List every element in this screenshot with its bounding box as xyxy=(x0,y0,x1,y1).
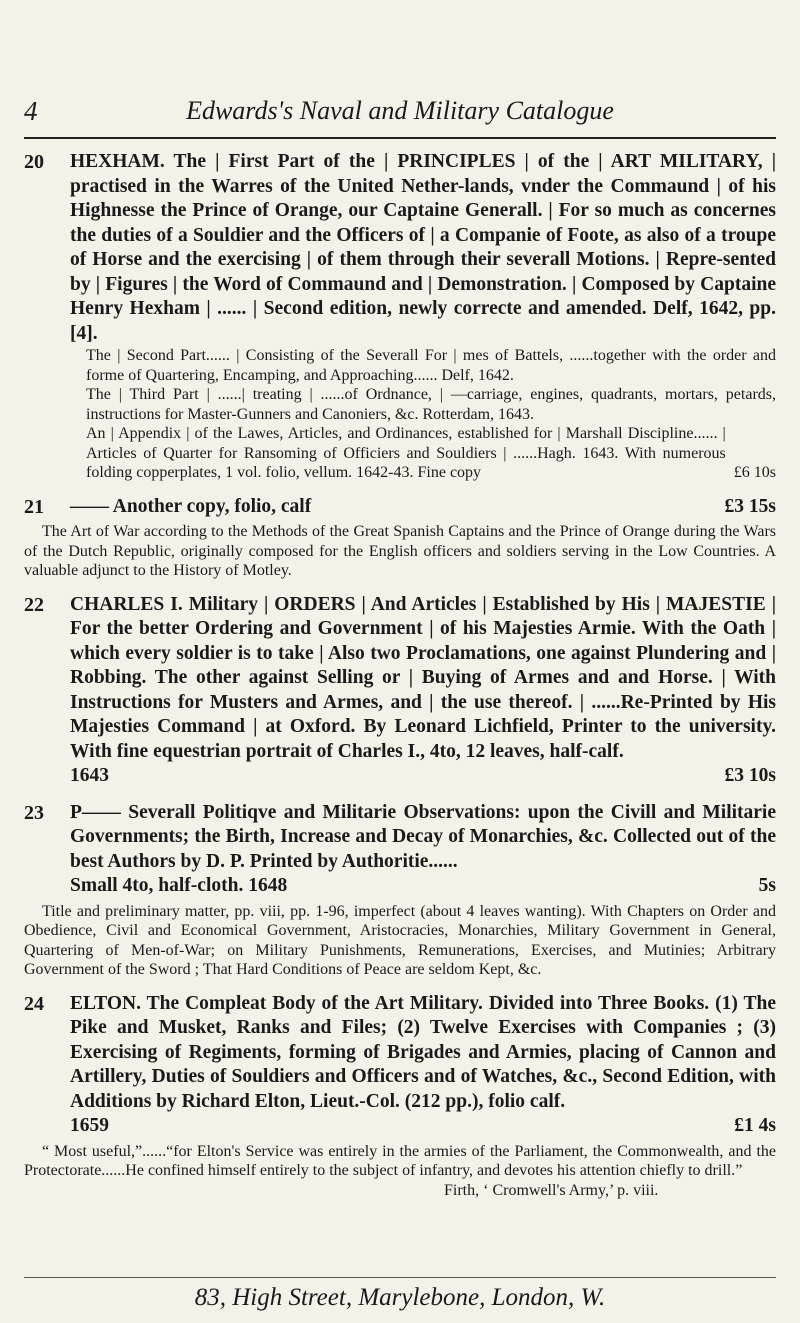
entry-heading: HEXHAM. The | First Part of the | PRINCIPLES | of the | ART MILITARY, | practised in the Warres of the United Nether-lands, vnder the Commaund | of his Highnesse the Prince of Orange, our Captaine Generall. | For so much as concernes the duties of a Souldier and the Officers of | a Companie of Foote, as also of a troupe of Horse and the exercising | of them through their severall Motions. | Repre-sented by | Figures | the Word of Commaund and | Demonstration. | Composed by Captaine Henry Hexham | ...... | Second edition, newly correcte and amended. Delf, 1642, pp. [4]. xyxy=(70,151,776,344)
entry-part: The | Second Part...... | Consisting of the Severall For | mes of Battels, ......together with the order and forme of Quartering, Encamping, and Approaching...... Delf, 1642. xyxy=(86,347,776,384)
entry-number: 22 xyxy=(24,593,44,616)
entry-heading: P—— Severall Politiqve and Militarie Observations: upon the Civill and Militarie Governments; the Birth, Increase and Decay of Monarchies, &c. Collected out of the best Authors by D. P. Printed by Authoritie...... xyxy=(70,801,776,872)
entry-part: An | Appendix | of the Lawes, Articles, and Ordinances, established for | Marshall Discipline...... | Articles of Quarter for Ransoming of Officiers and Souldiers | ......Hagh. 1643. With numerous folding copperplates, 1 vol. folio, vellum. 1642-43. Fine copy xyxy=(86,425,726,481)
entry-number: 24 xyxy=(24,992,44,1015)
entry-heading: —— Another copy, folio, calf xyxy=(70,495,312,517)
entry-price: £3 10s xyxy=(724,765,776,786)
catalogue-entry-22 xyxy=(24,593,776,789)
catalogue-entry-21 xyxy=(24,495,776,581)
page-header xyxy=(24,96,776,140)
entry-note: The Art of War according to the Methods of the Great Spanish Captains and the Prince of Orange during the Wars of the Dutch Republic, originally composed for the English officers and soldiers serving in the Low Countries. A valuable adjunct to the History of Motley. xyxy=(24,523,776,579)
entry-price: 5s xyxy=(758,875,776,896)
catalogue-entry-24 xyxy=(24,992,776,1201)
footer-address: 83, High Street, Marylebone, London, W. xyxy=(194,1284,606,1311)
entry-number: 20 xyxy=(24,151,44,173)
entry-year-price xyxy=(24,1114,776,1139)
entry-note: “ Most useful,”......“for Elton's Service was entirely in the armies of the Parliament, the Commonwealth, and the Protectorate......He confined himself entirely to the subject of infantry, and devotes his attention chiefly to drill.” xyxy=(24,1142,776,1179)
catalogue-entries xyxy=(24,150,776,1212)
entry-year: 1659 xyxy=(70,1115,109,1136)
entry-part-with-price xyxy=(24,424,776,483)
entry-heading-line xyxy=(70,495,776,520)
entry-citation: Firth, ‘ Cromwell's Army,’ p. viii. xyxy=(444,1181,659,1199)
header-rule xyxy=(24,137,776,139)
entry-number: 21 xyxy=(24,495,44,518)
entry-year-price xyxy=(24,764,776,789)
footer-rule xyxy=(24,1277,776,1278)
entry-format: Small 4to, half-cloth. 1648 xyxy=(70,875,288,896)
catalogue-entry-20 xyxy=(24,150,776,483)
entry-price: £1 4s xyxy=(734,1115,776,1136)
entry-format-price xyxy=(24,874,776,899)
entry-note: Title and preliminary matter, pp. viii, pp. 1-96, imperfect (about 4 leaves wanting). With Chapters on Order and Obedience, Civil and Economical Government, Aristocracies, Monarchies, Military Government in General, Quartering of Men-of-War; on Military Punishments, Remunerations, Exercises, and Mutinies; Arbitrary Government of the Sword ; That Hard Conditions of Peace are seldom Kept, &c. xyxy=(24,902,776,978)
entry-price: £3 15s xyxy=(724,495,776,517)
entry-number: 23 xyxy=(24,801,44,824)
page-number: 4 xyxy=(24,96,38,126)
running-title: Edwards's Naval and Military Catalogue xyxy=(186,96,614,125)
entry-heading: CHARLES I. Military | ORDERS | And Articles | Established by His | MAJESTIE | For the better Ordering and Government | of his Majesties Armie. With the Oath | which every soldier is to take | Also two Proclamations, one against Plundering and | Robbing. The other against Selling or | Buying of Armes and and Horse. | With Instructions for Musters and Armes, and | the use thereof. | ......Re-Printed by His Majesties Command | at Oxford. By Leonard Lichfield, Printer to the university. With fine equestrian portrait of Charles I., 4to, 12 leaves, half-calf. xyxy=(70,593,776,762)
entry-part: The | Third Part | ......| treating | ......of Ordnance, | —carriage, engines, quadrants, mortars, petards, instructions for Master-Gunners and Canoniers, &c. Rotterdam, 1643. xyxy=(86,386,776,423)
entry-price: £6 10s xyxy=(733,464,776,481)
catalogue-entry-23 xyxy=(24,801,776,980)
entry-year: 1643 xyxy=(70,765,109,786)
entry-heading: ELTON. The Compleat Body of the Art Military. Divided into Three Books. (1) The Pike and Musket, Ranks and Files; (2) Twelve Exercises with Companies ; (3) Exercising of Regiments, forming of Brigades and Armies, placing of Cannon and Artillery, Duties of Souldiers and Officers and of Watches, &c., Second Edition, with Additions by Richard Elton, Lieut.-Col. (212 pp.), folio calf. xyxy=(70,992,776,1112)
